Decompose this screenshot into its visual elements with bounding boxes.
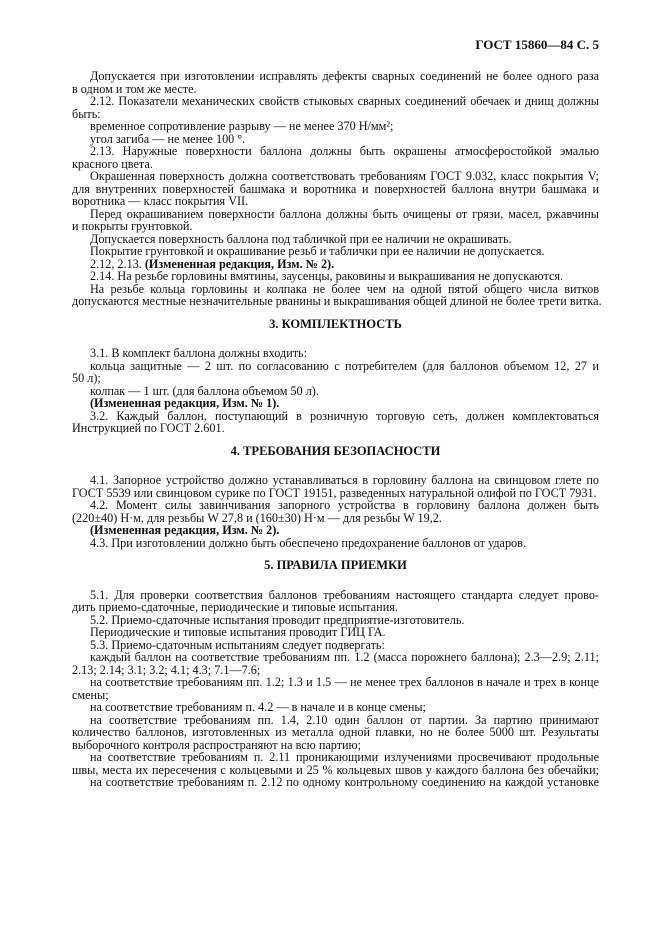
line-text: воротника — класс покрытия VII.: [72, 194, 249, 208]
paragraph: [72, 589, 599, 614]
line-text: 3.1. В комплект баллона должны входить:: [90, 346, 307, 360]
line-text: на соответствие требованиям пп. 1.2; 1.3 и 1.5 — не менее трех баллонов в начале и трех в конце: [90, 675, 599, 689]
line-text: 2.14. На резьбе горловины вмятины, заусенцы, раковины и выкрашивания не допускаются.: [90, 269, 564, 283]
paragraph: [72, 95, 599, 120]
line-text: Допускается при изготовлении исправлять дефекты сварных соединений не более одного раза: [90, 69, 599, 83]
section-heading: 5. ПРАВИЛА ПРИЕМКИ: [264, 558, 407, 572]
line-text: каждый баллон на соответствие требованиям пп. 1.2 (масса порожнего баллона); 2.3—2.9; 2.11;: [90, 650, 599, 664]
amendment-note: (Измененная редакция, Изм. № 1).: [90, 396, 280, 410]
line-text: ГОСТ 5539 или свинцовом сурике по ГОСТ 19151, разведенных натуральной олифой по ГОСТ 7931.: [72, 485, 597, 500]
text-line: [72, 95, 599, 108]
paragraph: [72, 651, 599, 676]
line-text: Допускается поверхность баллона под табличкой при ее наличии не окрашивать.: [90, 231, 512, 246]
text-line: [72, 360, 599, 373]
line-text: 50 л);: [72, 371, 101, 385]
paragraph: [72, 145, 599, 170]
line-text: Инструкцией по ГОСТ 2.601.: [72, 421, 225, 435]
paragraph: [72, 751, 599, 776]
line-text: выборочного контроля распространяют на всю партию;: [72, 737, 362, 752]
line-text: и покрыты грунтовкой.: [72, 219, 193, 233]
section-heading: 4. ТРЕБОВАНИЯ БЕЗОПАСНОСТИ: [230, 443, 441, 458]
line-text: в одном и том же месте.: [72, 81, 197, 96]
line-text: красного цвета.: [72, 156, 153, 171]
paragraph: [72, 70, 599, 95]
paragraph: [72, 208, 599, 233]
line-text: Покрытие грунтовкой и окрашивание резьб и таблички при ее наличии не допускается.: [90, 244, 545, 258]
text-line: [72, 294, 602, 308]
line-text: допускаются местные незначительные рванины и выкрашивания общей длиной не более трети витка.: [72, 294, 602, 308]
line-text: кольца защитные — 2 шт. по согласованию с потребителем (для баллонов объемом 12, 27 и: [90, 358, 599, 373]
line-text: Перед окрашиванием поверхности баллона должны быть очищены от грязи, масел, ржавчины: [90, 206, 599, 221]
paragraph: [72, 537, 599, 550]
section-heading: 3. КОМПЛЕКТНОСТЬ: [269, 316, 402, 331]
paragraph: [72, 410, 599, 435]
paragraph: [72, 499, 599, 524]
line-text: колпак — 1 шт. (для баллона объемом 50 л).: [90, 383, 319, 398]
amendment-note: (Измененная редакция, Изм. № 2).: [144, 256, 335, 271]
paragraph: [72, 676, 599, 701]
page-header: ГОСТ 15860—84 С. 5: [475, 37, 599, 52]
line-text: на соответствие требованиям п. 2.12 по одному контрольному соединению на каждой установке: [90, 775, 599, 789]
amendment-note: (Измененная редакция, Изм. № 2).: [90, 523, 280, 537]
paragraph: [72, 714, 599, 752]
text-line: [72, 676, 599, 689]
line-text: Окрашенная поверхность должна соответствовать требованиям ГОСТ 9.032, класс покрытия V;: [90, 169, 599, 183]
line-text: 5.3. Приемо-сдаточным испытаниям следует подвергать:: [90, 637, 385, 652]
line-text: смены;: [72, 687, 109, 702]
line-text: (220±40) Н·м, для резьбы W 27,8 и (160±30) Н·м — для резьбы W 19,2.: [72, 510, 442, 525]
paragraph: [72, 170, 599, 208]
line-text: временное сопротивление разрыву — не менее 370 Н/мм²;: [90, 119, 394, 133]
line-text: Периодические и типовые испытания проводит ГИЦ ГА.: [90, 625, 386, 639]
line-text: 4.1. Запорное устройство должно устанавливаться в горловину баллона на свинцовом глете по: [90, 473, 599, 487]
line-text: 3.2. Каждый баллон, поступающий в розничную торговую сеть, должен комплектоваться: [90, 408, 599, 423]
line-text: на соответствие требованиям п. 2.11 проникающими излучениями просвечивают продольные: [90, 750, 599, 764]
line-text: 5.1. Для проверки соответствия баллонов требованиям настоящего стандарта следует прово-: [90, 587, 599, 602]
paragraph: [72, 360, 599, 385]
line-text: 4.3. При изготовлении должно быть обеспечено предохранение баллонов от ударов.: [90, 535, 526, 550]
line-text: 2.13. Наружные поверхности баллона должны быть окрашены атмосферостойкой эмалью: [90, 144, 599, 158]
text-line: [72, 422, 599, 435]
line-text: угол загиба — не менее 100 °.: [90, 131, 246, 146]
line-text: 2.13; 2.14; 3.1; 3.2; 4.1; 4.3; 7.1—7.6;: [72, 662, 261, 677]
paragraph: [72, 281, 602, 308]
line-text: швы, места их пересечения с кольцевыми и 25 % кольцевых швов у каждого баллона без обечайки;: [72, 762, 599, 777]
line-text: для внутренних поверхностей башмака и воротника и поверхностей баллона внутри башмака и: [72, 181, 599, 196]
line-text: на соответствие требованиям п. 4.2 — в начале и в конце смены;: [90, 700, 426, 714]
line-text: дить приемо-сдаточные, периодические и типовые испытания.: [72, 600, 398, 614]
line-text: на соответствие требованиям пп. 1.4, 2.10 один баллон от партии. За партию принимают: [90, 712, 599, 727]
paragraph: [72, 474, 599, 499]
line-text: 4.2. Момент силы завинчивания запорного устройства в горловину баллона должен быть: [90, 498, 599, 512]
text-line: [72, 776, 599, 789]
line-text: быть:: [72, 106, 101, 121]
line-text: На резьбе кольца горловины и колпака не более чем на одной пятой общего числа витков: [90, 281, 599, 296]
paragraph: [72, 776, 599, 789]
text-line: [72, 537, 599, 550]
document-body: [72, 69, 602, 789]
line-text: количество баллонов, изготовленных из металла одной плавки, но не более 5000 шт. Результаты: [72, 725, 599, 739]
line-text: 2.12. Показатели механических свойств стыковых сварных соединений обечаек и днищ должны: [90, 94, 599, 108]
line-text: 5.2. Приемо-сдаточные испытания проводит предприятие-изготовитель.: [90, 612, 465, 627]
line-text: 2.12, 2.13.: [90, 256, 145, 271]
